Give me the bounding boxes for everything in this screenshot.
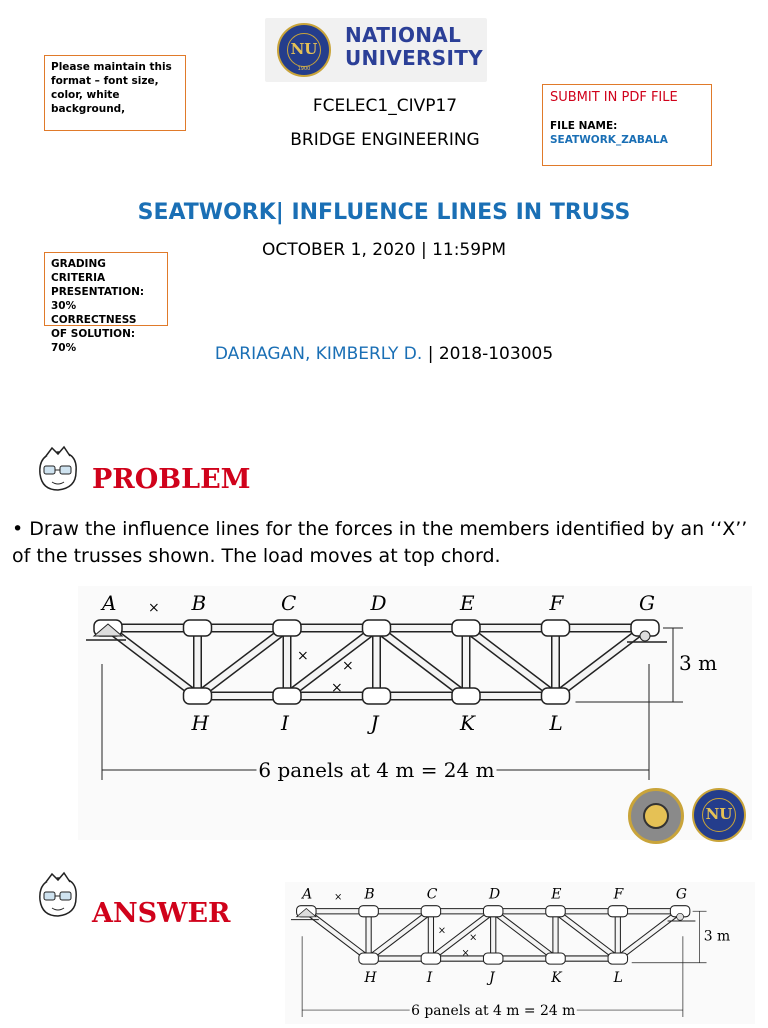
gusset-plate [184,620,212,636]
truss-member-core [369,911,431,958]
gusset-plate [359,906,378,917]
seal-letters-small: NU [702,798,736,832]
truss-member-core [556,911,618,958]
gusset-plate [273,688,301,704]
university-name-line1: NATIONAL [345,23,462,47]
node-label: K [551,970,562,987]
node-label: C [426,886,438,903]
gusset-plate [546,953,565,964]
student-name: DARIAGAN, KIMBERLY D. [214,344,423,364]
roller-support-icon [677,913,684,920]
gusset-plate [184,688,212,704]
member-marker: × [469,932,478,944]
node-label: E [460,591,475,615]
span-label: 6 panels at 4 m = 24 m [411,1002,576,1019]
member-marker: × [331,680,343,696]
node-label: A [302,886,313,903]
university-seal-icon [277,23,331,77]
member-marker: × [437,925,447,937]
seal-letters: NU [287,33,321,67]
page-title: SEATWORK| INFLUENCE LINES IN TRUSS [137,200,631,225]
node-label: K [460,711,475,735]
university-seal-small-icon [692,788,746,842]
node-label: B [191,591,207,615]
truss-member-core [198,628,288,696]
height-label: 3 m [703,928,731,945]
node-label: H [364,970,377,987]
node-label: I [426,970,433,987]
university-logo [265,18,487,82]
node-label: C [281,591,297,615]
node-label: E [551,886,562,903]
student-id: 2018-103005 [438,344,554,364]
submit-note [542,84,712,166]
node-label: D [489,886,501,903]
gusset-plate [363,620,391,636]
member-marker: × [334,892,343,904]
submit-heading: SUBMIT IN PDF FILE [550,90,678,105]
problem-text: • Draw the influence lines for the forces in the members identified by an ‘‘X’’ of the trusses shown. The load moves at top chord. [12,518,748,567]
grading-line: GRADING CRITERIA [51,258,106,284]
node-label: I [281,711,289,735]
span-label: 6 panels at 4 m = 24 m [258,758,495,782]
university-name-line2: UNIVERSITY [345,46,483,70]
height-label: 3 m [679,651,718,675]
course-name: BRIDGE ENGINEERING [290,130,480,150]
node-label: A [102,591,117,615]
gusset-plate [273,620,301,636]
truss-member-core [618,911,680,958]
truss-member-core [108,628,198,696]
member-marker: × [342,658,354,674]
format-note: Please maintain this format – font size, color, white background, [44,55,186,131]
grading-line: OF SOLUTION: 70% [51,328,136,354]
member-marker: × [148,600,160,616]
gusset-plate [359,953,378,964]
gusset-plate [546,906,565,917]
seal-year: 1900 [297,66,311,72]
truss-member-core [466,628,556,696]
node-label: H [191,711,209,735]
course-code: FCELEC1_CIVP17 [312,96,458,116]
gusset-plate [483,953,502,964]
university-name [345,24,483,70]
mascot-icon [32,870,84,926]
node-label: J [370,711,379,735]
answer-truss-diagram [285,882,755,1024]
roller-support-icon [640,631,650,641]
file-name-value: SEATWORK_ZABALA [550,134,668,146]
answer-heading: ANSWER [92,898,231,929]
file-name-label: FILE NAME: [550,120,618,132]
truss-member-core [306,911,368,958]
mascot-icon [32,444,84,500]
node-label: D [370,591,387,615]
gusset-plate [452,620,480,636]
gusset-plate [608,906,627,917]
gusset-plate [363,688,391,704]
answer-truss-figure [285,882,755,1024]
member-marker: × [461,947,470,959]
node-label: B [364,886,375,903]
student-separator: | [422,344,439,364]
node-label: J [489,970,495,987]
gusset-plate [542,688,570,704]
node-label: L [613,970,623,987]
truss-member-core [493,911,555,958]
gusset-plate [421,906,440,917]
truss-member-core [377,628,467,696]
gusset-plate [452,688,480,704]
node-label: G [639,591,655,615]
gusset-plate [542,620,570,636]
student-info [0,344,768,364]
grading-criteria [44,252,168,354]
node-label: G [675,886,688,903]
gear-emblem-icon [628,788,684,844]
due-date: OCTOBER 1, 2020 | 11:59PM [262,240,506,260]
node-label: F [549,591,564,615]
member-marker: × [297,648,309,664]
problem-heading: PROBLEM [92,464,251,495]
gusset-plate [608,953,627,964]
gusset-plate [483,906,502,917]
node-label: L [549,711,563,735]
gusset-plate [421,953,440,964]
node-label: F [613,886,624,903]
grading-line: PRESENTATION: [51,286,145,298]
grading-line: 30% CORRECTNESS [51,300,137,326]
truss-member-core [556,628,646,696]
